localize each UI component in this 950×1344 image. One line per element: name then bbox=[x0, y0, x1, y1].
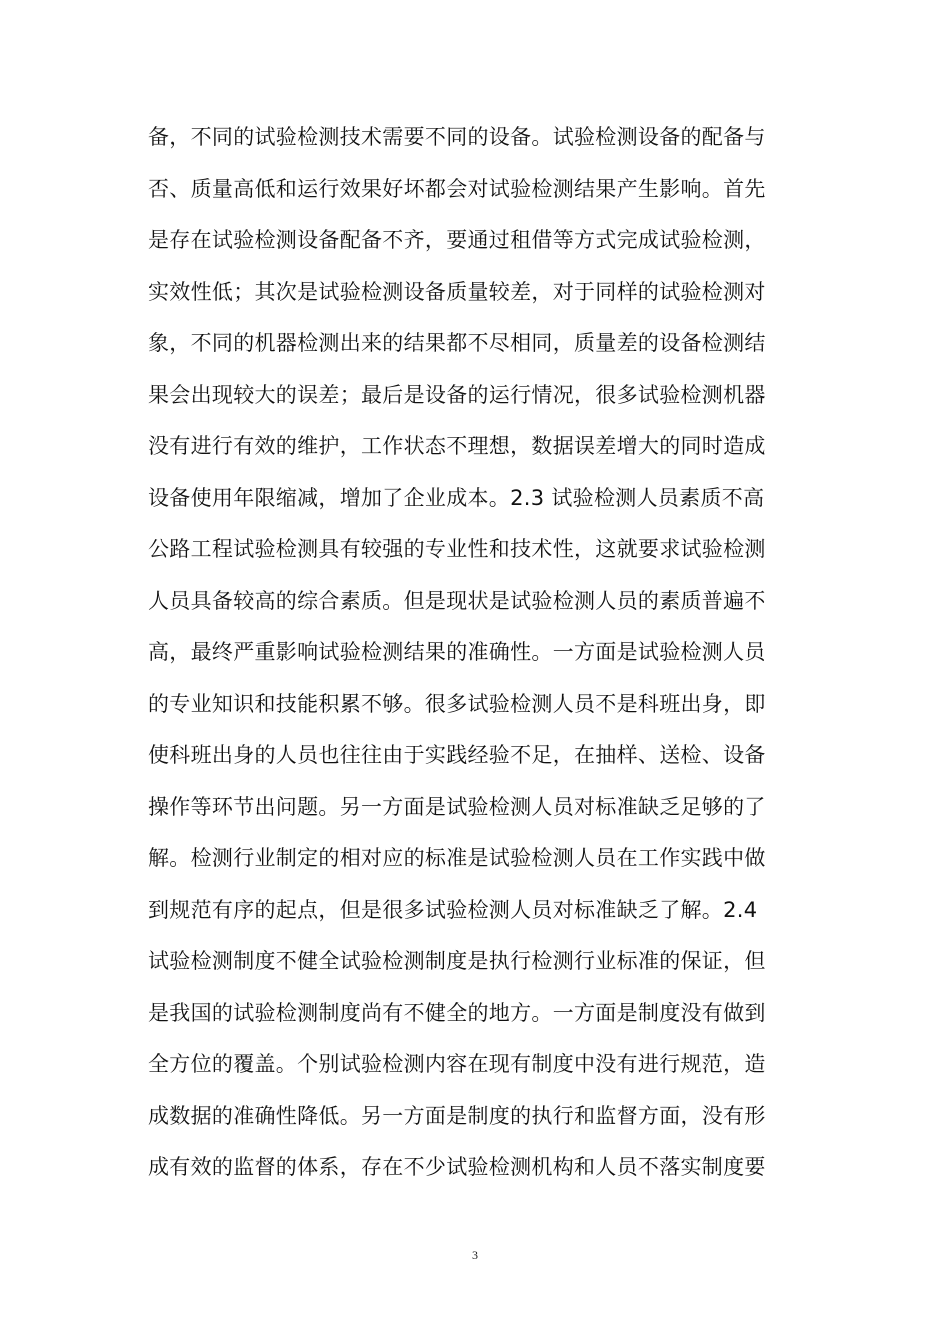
text-line: 使科班出身的人员也往往由于实践经验不足，在抽样、送检、设备 bbox=[148, 743, 766, 767]
text-line: 到规范有序的起点，但是很多试验检测人员对标准缺乏了解。2.4 bbox=[148, 897, 758, 922]
text-line: 实效性低；其次是试验检测设备质量较差，对于同样的试验检测对 bbox=[148, 279, 766, 304]
text-line: 的专业知识和技能积累不够。很多试验检测人员不是科班出身，即 bbox=[148, 691, 766, 716]
text-line: 是存在试验检测设备配备不齐，要通过租借等方式完成试验检测， bbox=[148, 228, 766, 252]
text-line: 果会出现较大的误差；最后是设备的运行情况，很多试验检测机器 bbox=[148, 382, 766, 407]
body-text bbox=[148, 112, 808, 1194]
text-line: 否、质量高低和运行效果好坏都会对试验检测结果产生影响。首先 bbox=[148, 176, 766, 201]
text-line: 是我国的试验检测制度尚有不健全的地方。一方面是制度没有做到 bbox=[148, 1000, 766, 1025]
text-line: 人员具备较高的综合素质。但是现状是试验检测人员的素质普遍不 bbox=[148, 588, 766, 613]
text-line: 设备使用年限缩减，增加了企业成本。2.3 试验检测人员素质不高 bbox=[148, 485, 765, 510]
text-line: 象，不同的机器检测出来的结果都不尽相同，质量差的设备检测结 bbox=[148, 331, 766, 355]
text-line: 成有效的监督的体系，存在不少试验检测机构和人员不落实制度要 bbox=[148, 1155, 766, 1179]
text-line: 试验检测制度不健全试验检测制度是执行检测行业标准的保证，但 bbox=[148, 949, 766, 973]
text-line: 备，不同的试验检测技术需要不同的设备。试验检测设备的配备与 bbox=[148, 125, 766, 149]
text-line: 成数据的准确性降低。另一方面是制度的执行和监督方面，没有形 bbox=[148, 1103, 766, 1128]
text-line: 操作等环节出问题。另一方面是试验检测人员对标准缺乏足够的了 bbox=[148, 794, 766, 819]
text-line: 全方位的覆盖。个别试验检测内容在现有制度中没有进行规范，造 bbox=[148, 1052, 766, 1076]
page-number: 3 bbox=[472, 1248, 478, 1262]
text-line: 公路工程试验检测具有较强的专业性和技术性，这就要求试验检测 bbox=[148, 537, 766, 561]
text-line: 解。检测行业制定的相对应的标准是试验检测人员在工作实践中做 bbox=[148, 846, 766, 870]
text-line: 没有进行有效的维护，工作状态不理想，数据误差增大的同时造成 bbox=[148, 434, 766, 458]
text-line: 高，最终严重影响试验检测结果的准确性。一方面是试验检测人员 bbox=[148, 640, 766, 664]
